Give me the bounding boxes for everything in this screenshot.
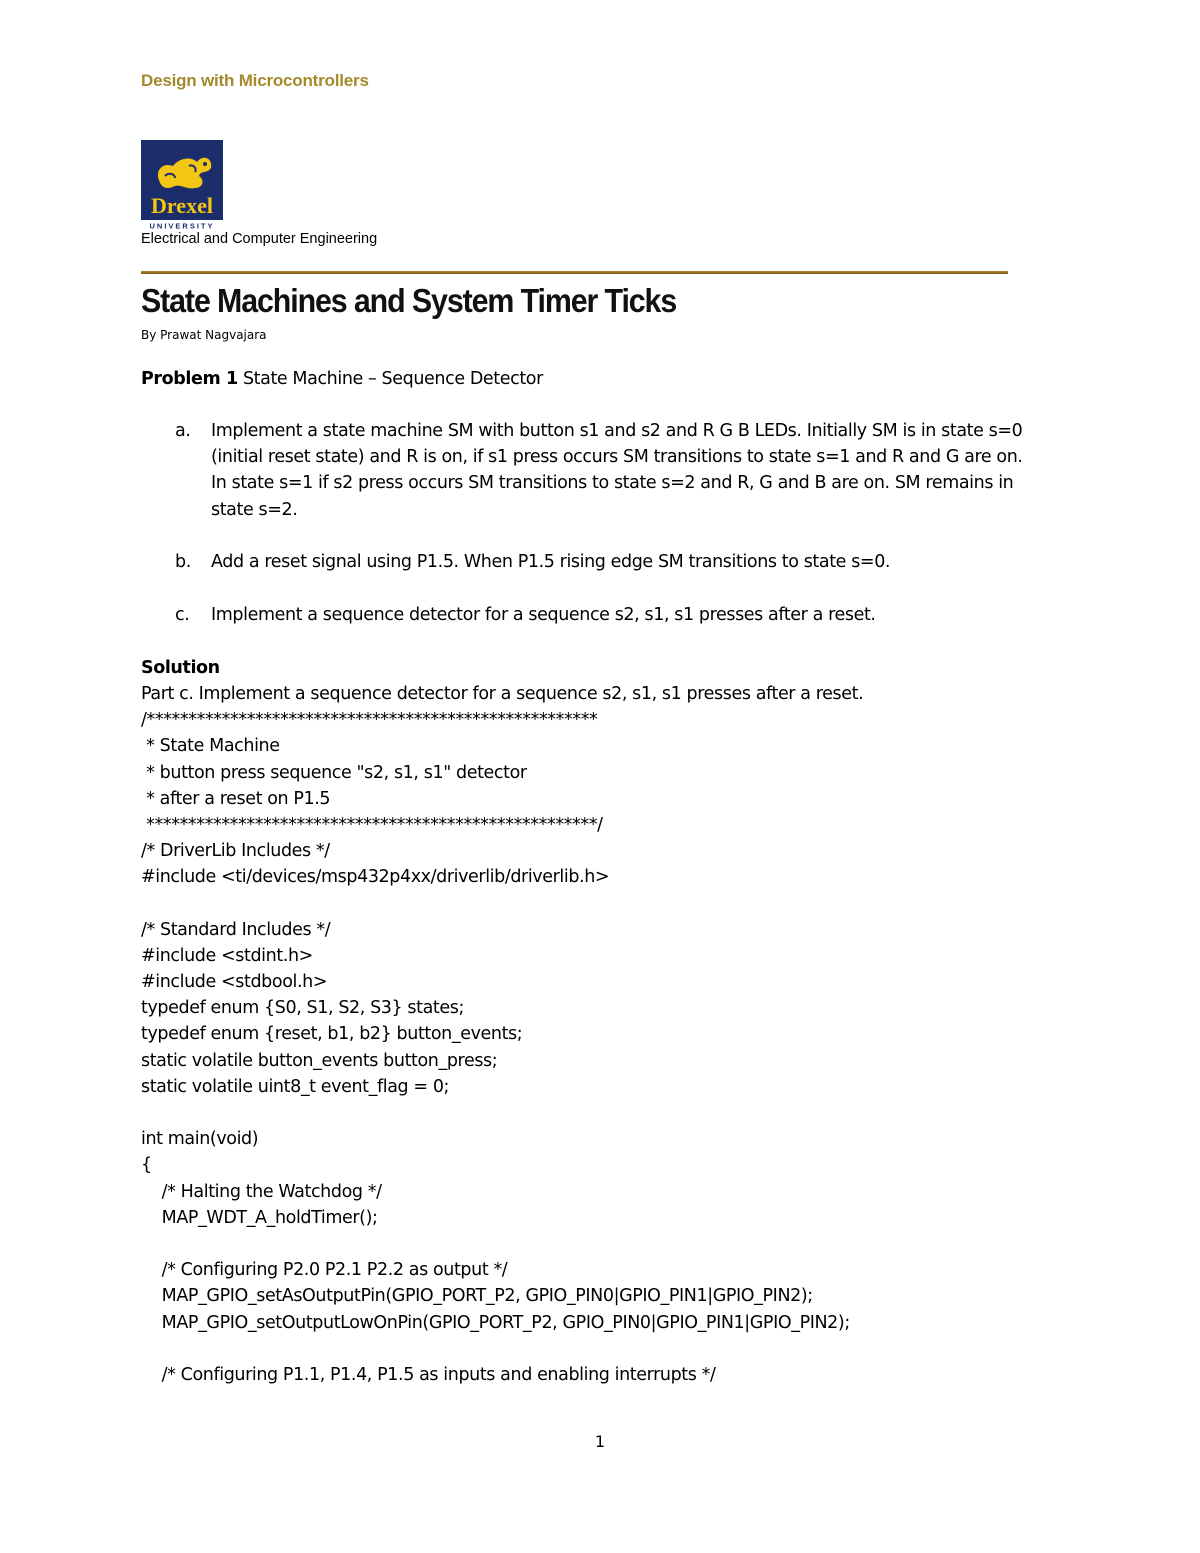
department-label: Electrical and Computer Engineering	[141, 231, 378, 247]
code-line: int main(void)	[141, 1129, 259, 1150]
list-marker: c.	[175, 605, 190, 625]
code-line	[141, 1336, 863, 1362]
code-line: /* Configuring P1.1, P1.4, P1.5 as inputs and enabling interrupts */	[141, 1364, 716, 1385]
code-line: /* Standard Includes */	[141, 919, 331, 940]
code-line: typedef enum {reset, b1, b2} button_events;	[141, 1024, 523, 1045]
code-listing	[141, 681, 863, 1388]
code-line: static volatile uint8_t event_flag = 0;	[141, 1076, 450, 1097]
problem-title: State Machine – Sequence Detector	[237, 369, 543, 389]
code-line: {	[141, 1155, 152, 1176]
problem-heading	[141, 366, 543, 392]
code-line: * button press sequence "s2, s1, s1" detector	[141, 762, 527, 783]
code-line: #include <stdbool.h>	[141, 972, 328, 993]
code-line: #include <ti/devices/msp432p4xx/driverlib/driverlib.h>	[141, 867, 610, 888]
list-marker: a.	[175, 421, 191, 441]
solution-heading: Solution	[141, 658, 220, 678]
code-line: static volatile button_events button_press;	[141, 1050, 498, 1071]
code-line: #include <stdint.h>	[141, 945, 313, 966]
code-line: MAP_GPIO_setOutputLowOnPin(GPIO_PORT_P2, GPIO_PIN0|GPIO_PIN1|GPIO_PIN2);	[141, 1312, 850, 1333]
code-line: * State Machine	[141, 736, 280, 757]
list-item-text: Implement a sequence detector for a sequence s2, s1, s1 presses after a reset.	[211, 605, 876, 625]
author-byline: By Prawat Nagvajara	[141, 328, 267, 342]
logo-subtitle: UNIVERSITY	[149, 221, 215, 230]
code-line: MAP_WDT_A_holdTimer();	[141, 1207, 378, 1228]
code-line: /* Configuring P2.0 P2.1 P2.2 as output */	[141, 1260, 508, 1281]
list-item-text: Implement a state machine SM with button s1 and s2 and R G B LEDs. Initially SM is in state s=0 (initial reset state) and R is on, if s1 press occurs SM transitions to state s=1 and R and G are on. In state s=1 if s2 press occurs SM transitions to state s=2 and R, G and B are on. SM remains in state s=2.	[211, 421, 1023, 520]
code-line	[141, 891, 863, 917]
code-line: * after a reset on P1.5	[141, 788, 331, 809]
code-line: Part c. Implement a sequence detector for a sequence s2, s1, s1 presses after a reset.	[141, 684, 864, 704]
code-line: typedef enum {S0, S1, S2, S3} states;	[141, 998, 464, 1019]
code-line: /******************************************************	[141, 710, 598, 731]
code-line	[141, 1231, 863, 1257]
list-marker: b.	[175, 552, 191, 572]
code-line	[141, 1100, 863, 1126]
drexel-logo	[141, 140, 223, 230]
page-number: 1	[594, 1432, 606, 1451]
page-title: State Machines and System Timer Ticks	[141, 282, 677, 319]
logo-wordmark: Drexel	[151, 193, 213, 218]
list-item-text: Add a reset signal using P1.5. When P1.5 rising edge SM transitions to state s=0.	[211, 552, 891, 572]
code-line: ******************************************************/	[141, 814, 603, 835]
problem-label: Problem 1	[141, 369, 238, 389]
code-line: /* Halting the Watchdog */	[141, 1181, 382, 1202]
code-line: /* DriverLib Includes */	[141, 841, 330, 862]
code-line: MAP_GPIO_setAsOutputPin(GPIO_PORT_P2, GPIO_PIN0|GPIO_PIN1|GPIO_PIN2);	[141, 1286, 813, 1307]
title-divider	[141, 271, 1008, 274]
course-header: Design with Microcontrollers	[141, 71, 369, 90]
